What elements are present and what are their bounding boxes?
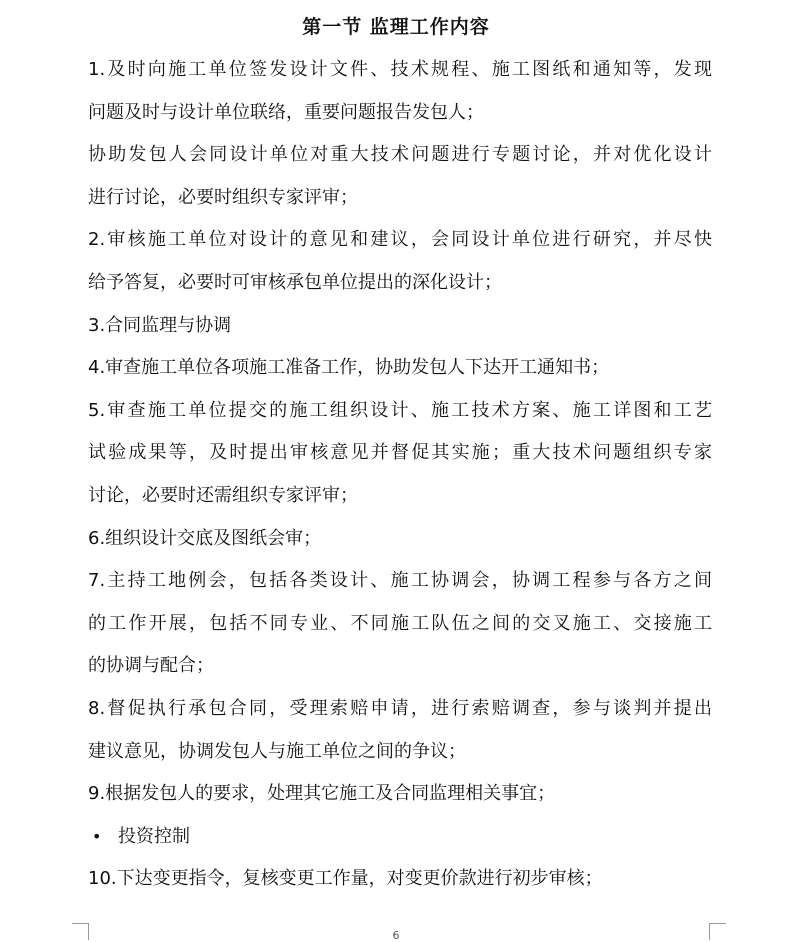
- text-line: 3.合同监理与协调: [88, 314, 232, 336]
- bullet-item: [88, 816, 712, 859]
- text-line: 的协调与配合；: [88, 655, 214, 677]
- text-line: 7.主持工地例会，包括各类设计、施工协调会，协调工程参与各方之间: [88, 570, 712, 592]
- text-line: 给予答复，必要时可审核承包单位提出的深化设计；: [88, 271, 502, 293]
- text-line: 试验成果等，及时提出审核意见并督促其实施；重大技术问题组织专家: [88, 442, 712, 464]
- text-line: 8.督促执行承包合同，受理索赔申请，进行索赔调查，参与谈判并提出: [88, 697, 712, 719]
- text-line: 2.审核施工单位对设计的意见和建议，会同设计单位进行研究，并尽快: [88, 229, 712, 251]
- text-line: 讨论，必要时还需组织专家评审；: [88, 484, 358, 506]
- text-line: 1.及时向施工单位签发设计文件、技术规程、施工图纸和通知等，发现: [88, 59, 712, 80]
- text-line: 10.下达变更指令，复核变更工作量，对变更价款进行初步审核；: [88, 868, 603, 890]
- text-line: 进行讨论，必要时组织专家评审；: [88, 186, 358, 208]
- section-title: 第一节 监理工作内容: [302, 16, 490, 38]
- text-line: 9.根据发包人的要求，处理其它施工及合同监理相关事宜；: [88, 783, 556, 805]
- bullet-icon: •: [92, 826, 102, 846]
- text-line: 4.审查施工单位各项施工准备工作，协助发包人下达开工通知书；: [88, 357, 610, 379]
- text-line: 5.审查施工单位提交的施工组织设计、施工技术方案、施工详图和工艺: [88, 399, 712, 421]
- text-line: 的工作开展，包括不同专业、不同施工队伍之间的交叉施工、交接施工: [88, 612, 712, 634]
- document-body: [88, 49, 712, 901]
- text-line: 6.组织设计交底及图纸会审；: [88, 527, 322, 549]
- text-line: 问题及时与设计单位联络，重要问题报告发包人；: [88, 101, 484, 123]
- page-number: 6: [392, 929, 400, 942]
- text-line: 建议意见，协调发包人与施工单位之间的争议；: [88, 740, 466, 762]
- bullet-text: 投资控制: [118, 825, 190, 847]
- text-line: 协助发包人会同设计单位对重大技术问题进行专题讨论，并对优化设计: [88, 144, 712, 166]
